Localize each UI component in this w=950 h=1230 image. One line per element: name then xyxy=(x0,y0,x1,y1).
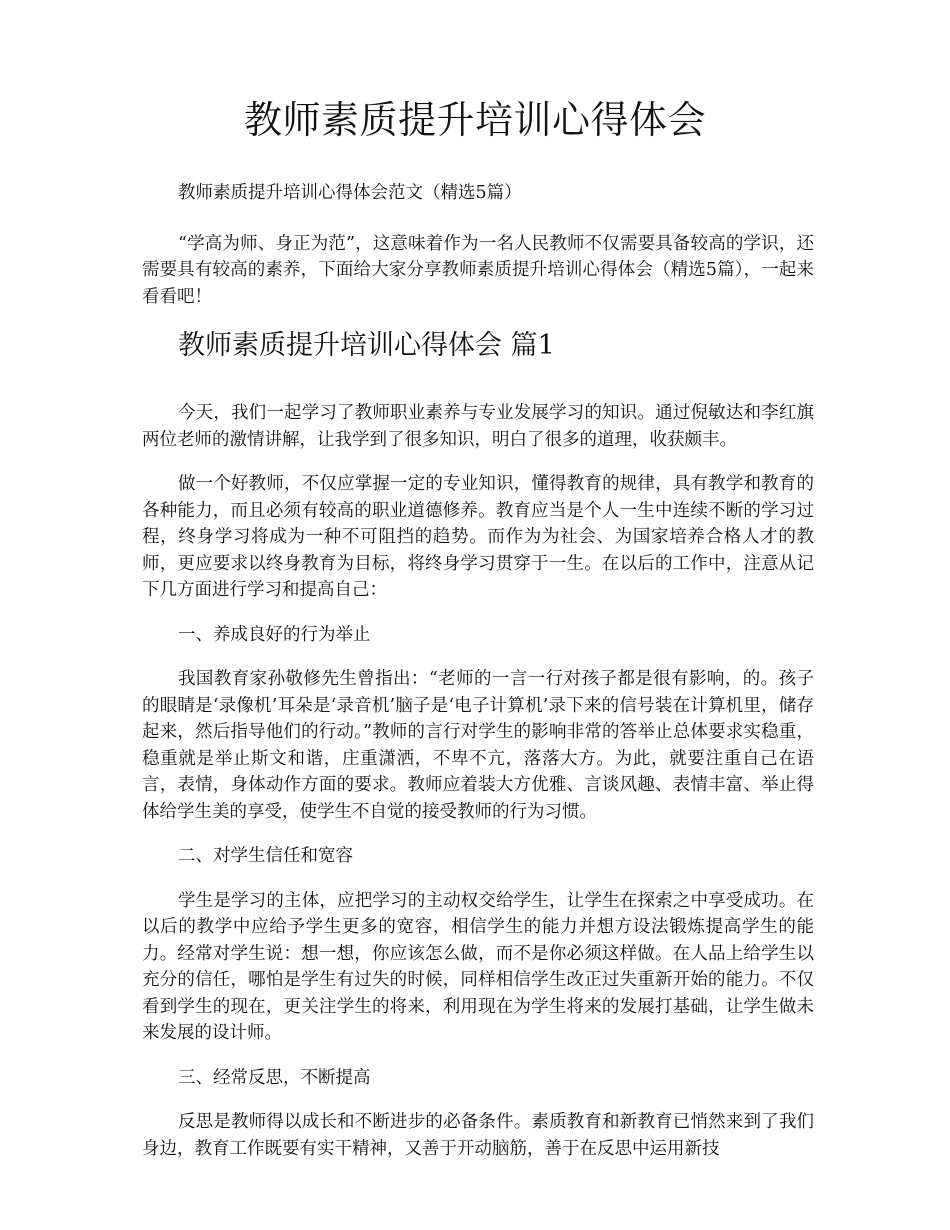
point-heading: 一、养成良好的行为举止 xyxy=(178,624,371,645)
section-heading: 教师素质提升培训心得体会 篇1 xyxy=(178,330,555,361)
point-heading: 三、经常反思，不断提高 xyxy=(178,1067,371,1088)
document-subtitle: 教师素质提升培训心得体会范文（精选5篇） xyxy=(178,183,522,203)
point-heading: 二、对学生信任和宽容 xyxy=(178,846,353,866)
document-body xyxy=(142,180,814,1180)
point-paragraph: 学生是学习的主体，应把学习的主动权交给学生，让学生在探索之中享受成功。在以后的教学中应给予学生更多的宽容，相信学生的能力并想方设法锻炼提高学生的能力。经常对学生说：想一想，你应该怎么做，而不是你必须这样做。在人品上给学生以充分的信任，哪怕是学生有过失的时候，同样相信学生改正过失重新开始的能力。不仅看到学生的现在，更关注学生的将来，利用现在为学生将来的发展打基础，让学生做未来发展的设计师。 xyxy=(142,890,814,1043)
body-paragraph: 今天，我们一起学习了教师职业素养与专业发展学习的知识。通过倪敏达和李红旗两位老师的激情讲解，让我学到了很多知识，明白了很多的道理，收获颇丰。 xyxy=(142,403,814,450)
intro-paragraph: “学高为师、身正为范”，这意味着作为一名人民教师不仅需要具备较高的学识，还需要具有较高的素养，下面给大家分享教师素质提升培训心得体会（精选5篇），一起来看看吧！ xyxy=(142,233,814,307)
point-paragraph: 我国教育家孙敬修先生曾指出：“老师的一言一行对孩子都是很有影响，的。孩子的眼睛是‘录像机’耳朵是‘录音机’脑子是‘电子计算机’录下来的信号装在计算机里，储存起来，然后指导他们的行动。”教师的言行对学生的影响非常的答举止总体要求实稳重，稳重就是举止斯文和谐，庄重潇洒，不卑不亢，落落大方。为此，就要注重自己在语言，表情，身体动作方面的要求。教师应着装大方优雅、言谈风趣、表情丰富、举止得体给学生美的享受，使学生不自觉的接受教师的行为习惯。 xyxy=(142,669,814,822)
document-title: 教师素质提升培训心得体会 xyxy=(243,98,706,142)
body-paragraph: 做一个好教师，不仅应掌握一定的专业知识，懂得教育的规律，具有教学和教育的各种能力，而且必须有较高的职业道德修养。教育应当是个人一生中连续不断的学习过程，终身学习将成为一种不可阻挡的趋势。而作为为社会、为国家培养合格人才的教师，更应要求以终身教育为目标，将终身学习贯穿于一生。在以后的工作中，注意从记下几方面进行学习和提高自己： xyxy=(142,474,814,600)
point-paragraph: 反思是教师得以成长和不断进步的必备条件。素质教育和新教育已悄然来到了我们身边，教育工作既要有实干精神，又善于开动脑筋，善于在反思中运用新技 xyxy=(142,1112,814,1159)
